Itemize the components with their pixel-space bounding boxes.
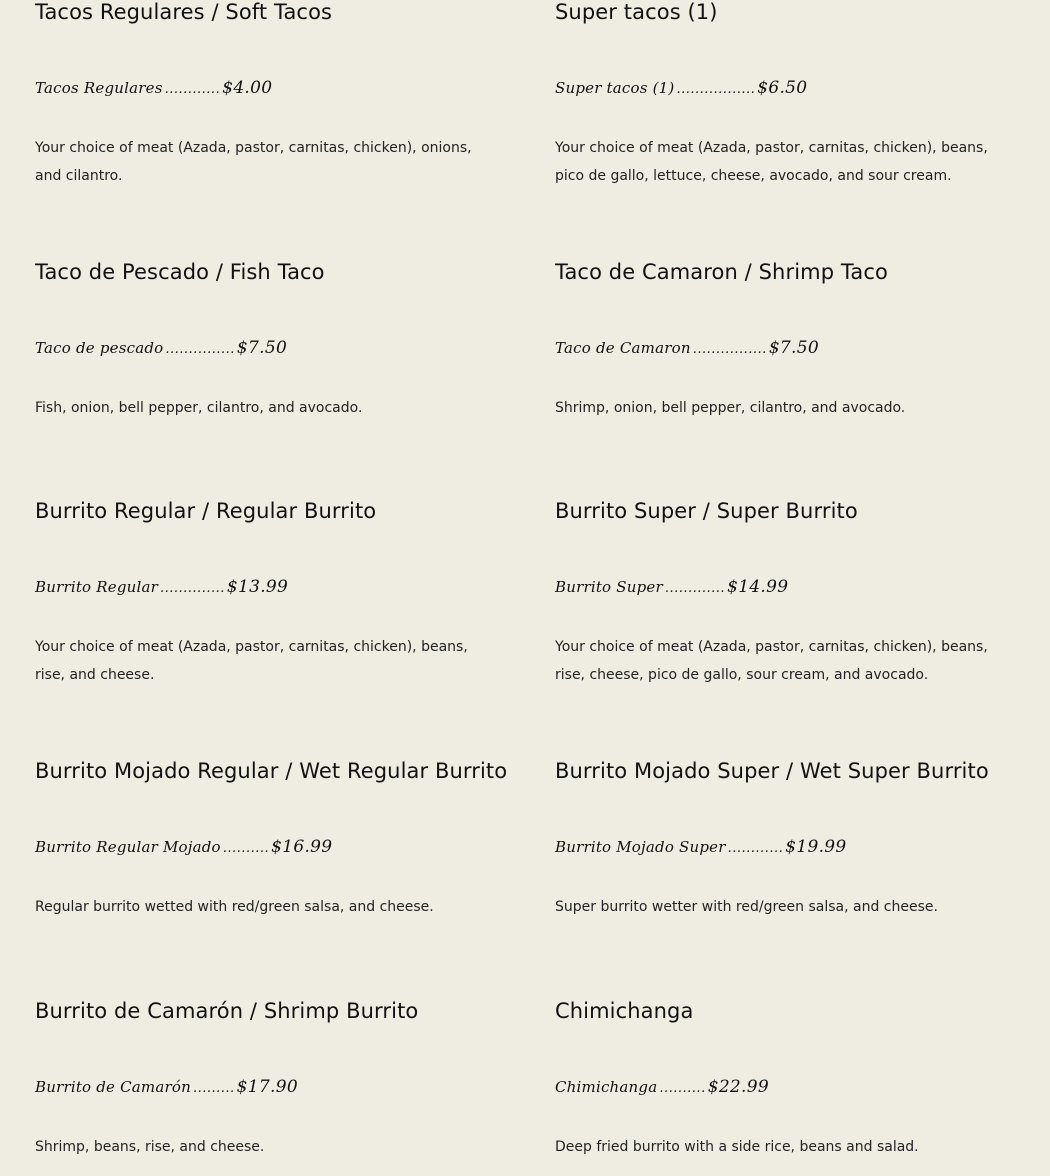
menu-item-price-line [35, 835, 332, 861]
menu-item-price-dots: .............. [160, 581, 225, 596]
menu-item-description: Fish, onion, bell pepper, cilantro, and avocado. [35, 400, 363, 416]
menu-item-description: Shrimp, beans, rise, and cheese. [35, 1139, 265, 1155]
menu-item-price-line [35, 1075, 298, 1101]
menu-item-price-name: Taco de pescado [35, 339, 164, 357]
menu-item-price-name: Chimichanga [555, 1078, 658, 1096]
menu-item-price-name: Taco de Camaron [555, 339, 691, 357]
menu-item-price-line [555, 336, 819, 362]
menu-item-description: Your choice of meat (Azada, pastor, carnitas, chicken), beans, rise, and cheese. [35, 639, 468, 683]
menu-item-price-line [555, 835, 847, 861]
menu-item-description: Your choice of meat (Azada, pastor, carnitas, chicken), onions, and cilantro. [35, 140, 472, 184]
menu-item-title: Super tacos (1) [555, 0, 718, 24]
menu-item-price-dots: ................. [676, 82, 756, 97]
menu-item-price: $4.00 [222, 78, 273, 98]
menu-item-price-line [35, 76, 272, 102]
menu-item-price-name: Burrito Regular Mojado [35, 838, 221, 856]
menu-item-price-line [555, 76, 807, 102]
menu-item-price-name: Burrito Mojado Super [555, 838, 726, 856]
menu-item-description: Deep fried burrito with a side rice, beans and salad. [555, 1139, 919, 1155]
menu-item-description: Super burrito wetter with red/green salsa, and cheese. [555, 899, 938, 915]
menu-item-description: Your choice of meat (Azada, pastor, carnitas, chicken), beans, pico de gallo, lettuce, cheese, avocado, and sour cream. [555, 140, 988, 184]
menu-item-price-dots: ............ [727, 841, 784, 856]
menu-item-price: $19.99 [785, 837, 847, 857]
menu-item-title: Taco de Camaron / Shrimp Taco [555, 260, 888, 284]
menu-item-title: Burrito de Camarón / Shrimp Burrito [35, 999, 419, 1023]
menu-item-description: Shrimp, onion, bell pepper, cilantro, and avocado. [555, 400, 906, 416]
menu-item-price: $14.99 [727, 577, 789, 597]
menu-item-price-dots: ............. [664, 581, 726, 596]
menu-item-title: Burrito Super / Super Burrito [555, 499, 858, 523]
menu-item-price-dots: ............... [165, 342, 235, 357]
menu-item-price-dots: ......... [192, 1081, 235, 1096]
menu-item-price-line [35, 575, 288, 601]
menu-item-price-name: Super tacos (1) [555, 79, 675, 97]
menu-item-price: $22.99 [707, 1077, 769, 1097]
menu-item-title: Burrito Regular / Regular Burrito [35, 499, 377, 523]
menu-item-price-name: Burrito de Camarón [35, 1078, 191, 1096]
menu-item-description: Your choice of meat (Azada, pastor, carnitas, chicken), beans, rise, cheese, pico de gallo, sour cream, and avocado. [555, 639, 988, 683]
menu-item-price: $7.50 [768, 338, 819, 358]
menu-item-title: Tacos Regulares / Soft Tacos [35, 0, 333, 24]
menu-item-price: $6.50 [757, 78, 808, 98]
menu-item-price-dots: .......... [222, 841, 270, 856]
menu-item-title: Burrito Mojado Super / Wet Super Burrito [555, 759, 989, 783]
menu-item-price: $17.90 [236, 1077, 298, 1097]
menu-item-price-dots: .......... [659, 1081, 706, 1096]
menu-item-title: Chimichanga [555, 999, 694, 1023]
menu-item-price-name: Burrito Regular [35, 578, 158, 596]
menu-item-price-line [555, 1075, 769, 1101]
menu-item-price-name: Burrito Super [555, 578, 663, 596]
menu-item-title: Burrito Mojado Regular / Wet Regular Burrito [35, 759, 508, 783]
menu-item-price-line [35, 336, 287, 362]
menu-item-title: Taco de Pescado / Fish Taco [35, 260, 325, 284]
menu-item-price-name: Tacos Regulares [35, 79, 163, 97]
menu-item-price: $7.50 [236, 338, 288, 358]
menu-item-price: $16.99 [271, 837, 333, 857]
menu-item-price-dots: ............ [164, 82, 221, 97]
menu-item-description: Regular burrito wetted with red/green salsa, and cheese. [35, 899, 434, 915]
menu-item-price: $13.99 [226, 577, 289, 597]
menu-item-price-line [555, 575, 788, 601]
menu-item-price-dots: ................ [692, 342, 767, 357]
